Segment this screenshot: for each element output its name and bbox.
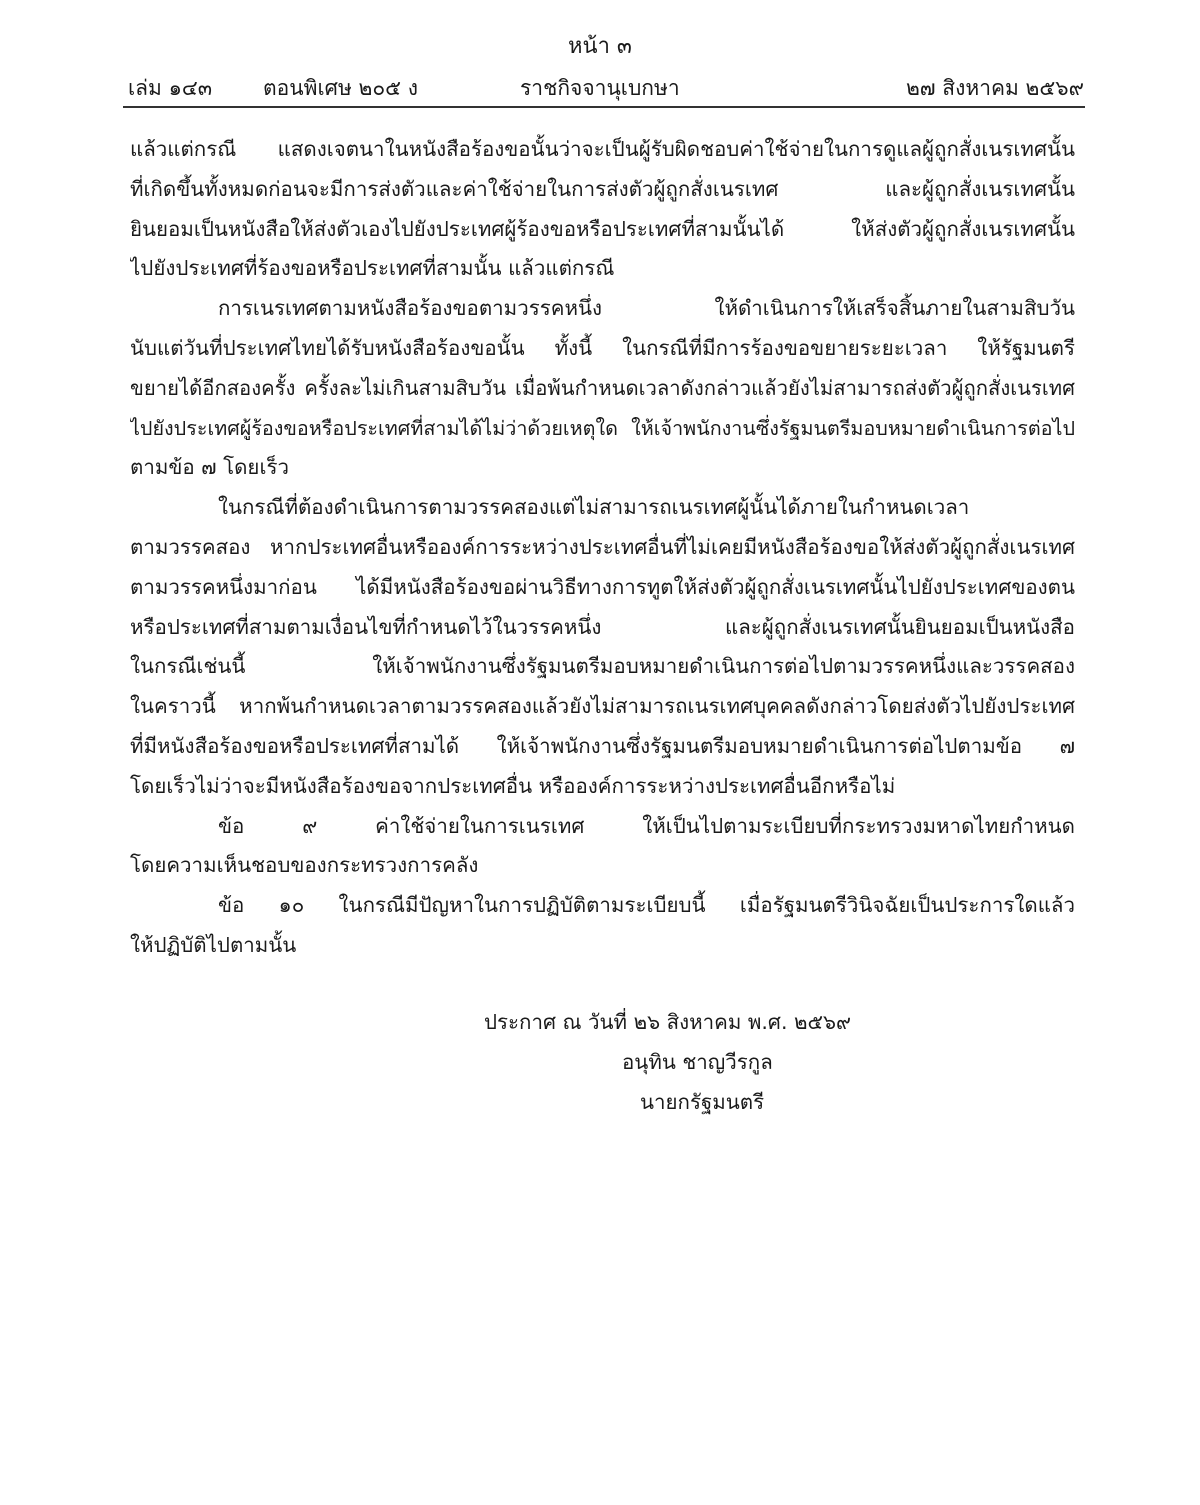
paragraph-first-line: ในกรณีที่ต้องดำเนินการตามวรรคสองแต่ไม่สามารถเนรเทศผู้นั้นได้ภายในกำหนดเวลา xyxy=(218,495,970,520)
text-line: โดยความเห็นชอบของกระทรวงการคลัง xyxy=(130,853,479,878)
text-line: ให้ปฏิบัติไปตามนั้น xyxy=(130,932,297,957)
text-line: ตามวรรคหนึ่งมาก่อน ได้มีหนังสือร้องขอผ่านวิธีทางการทูตให้ส่งตัวผู้ถูกสั่งเนรเทศนั้นไปยังประเทศของตน xyxy=(130,574,1075,599)
announcement-date: ประกาศ ณ วันที่ ๒๖ สิงหาคม พ.ศ. ๒๕๖๙ xyxy=(484,1010,852,1034)
text-line: โดยเร็วไม่ว่าจะมีหนังสือร้องขอจากประเทศอื่น หรือองค์การระหว่างประเทศอื่นอีกหรือไม่ xyxy=(130,773,896,798)
text-line: หรือประเทศที่สามตามเงื่อนไขที่กำหนดไว้ในวรรคหนึ่ง และผู้ถูกสั่งเนรเทศนั้นยินยอมเป็นหนังสือ xyxy=(130,614,1075,639)
page-number: หน้า ๓ xyxy=(568,34,632,59)
header-divider xyxy=(123,106,1085,108)
text-line: ในกรณีเช่นนี้ ให้เจ้าพนักงานซึ่งรัฐมนตรีมอบหมายดำเนินการต่อไปตามวรรคหนึ่งและวรรคสอง xyxy=(130,654,1075,679)
clause-10-first-line: ข้อ ๑๐ ในกรณีมีปัญหาในการปฏิบัติตามระเบียบนี้ เมื่อรัฐมนตรีวินิจฉัยเป็นประการใดแล้ว xyxy=(218,893,1075,918)
paragraph-first-line: การเนรเทศตามหนังสือร้องขอตามวรรคหนึ่ง ให้ดำเนินการให้เสร็จสิ้นภายในสามสิบวัน xyxy=(218,296,1075,321)
text-line: แล้วแต่กรณี แสดงเจตนาในหนังสือร้องขอนั้นว่าจะเป็นผู้รับผิดชอบค่าใช้จ่ายในการดูแลผู้ถูกสั่งเนรเทศนั้น xyxy=(130,137,1075,161)
text-line: ที่มีหนังสือร้องขอหรือประเทศที่สามได้ ให้เจ้าพนักงานซึ่งรัฐมนตรีมอบหมายดำเนินการต่อไปตามข้อ ๗ xyxy=(130,733,1075,758)
text-line: ตามข้อ ๗ โดยเร็ว xyxy=(130,455,289,480)
signature-block xyxy=(484,1002,1004,1122)
publication-date: ๒๗ สิงหาคม ๒๕๖๙ xyxy=(905,76,1084,100)
issue-number: ตอนพิเศษ ๒๐๕ ง xyxy=(263,76,418,100)
clause-9-first-line: ข้อ ๙ ค่าใช้จ่ายในการเนรเทศ ให้เป็นไปตามระเบียบที่กระทรวงมหาดไทยกำหนด xyxy=(218,813,1075,838)
signatory-title: นายกรัฐมนตรี xyxy=(640,1090,765,1114)
text-line: ที่เกิดขึ้นทั้งหมดก่อนจะมีการส่งตัวและค่าใช้จ่ายในการส่งตัวผู้ถูกสั่งเนรเทศ และผู้ถูกสั่งเนรเทศนั้น xyxy=(130,176,1075,201)
text-line: ไปยังประเทศผู้ร้องขอหรือประเทศที่สามได้ไม่ว่าด้วยเหตุใด ให้เจ้าพนักงานซึ่งรัฐมนตรีมอบหมายดำเนินการต่อไป xyxy=(130,416,1075,440)
text-line: ตามวรรคสอง หากประเทศอื่นหรือองค์การระหว่างประเทศอื่นที่ไม่เคยมีหนังสือร้องขอให้ส่งตัวผู้ถูกสั่งเนรเทศ xyxy=(130,534,1075,559)
text-line: ไปยังประเทศที่ร้องขอหรือประเทศที่สามนั้น แล้วแต่กรณี xyxy=(130,256,615,281)
signatory-name: อนุทิน ชาญวีรกูล xyxy=(622,1050,773,1074)
text-line: ยินยอมเป็นหนังสือให้ส่งตัวเองไปยังประเทศผู้ร้องขอหรือประเทศที่สามนั้นได้ ให้ส่งตัวผู้ถูกสั่งเนรเทศนั้น xyxy=(130,216,1075,241)
text-line: ในคราวนี้ หากพ้นกำหนดเวลาตามวรรคสองแล้วยังไม่สามารถเนรเทศบุคคลดังกล่าวโดยส่งตัวไปยังประเทศ xyxy=(130,694,1075,719)
gazette-header xyxy=(128,72,1084,104)
regulation-body xyxy=(130,130,1075,966)
volume-number: เล่ม ๑๔๓ xyxy=(128,76,213,100)
publication-name: ราชกิจจานุเบกษา xyxy=(520,76,680,100)
text-line: นับแต่วันที่ประเทศไทยได้รับหนังสือร้องขอนั้น ทั้งนี้ ในกรณีที่มีการร้องขอขยายระยะเวลา ให้รัฐมนตรี xyxy=(130,335,1075,360)
text-line: ขยายได้อีกสองครั้ง ครั้งละไม่เกินสามสิบวัน เมื่อพ้นกำหนดเวลาดังกล่าวแล้วยังไม่สามารถส่งตัวผู้ถูกสั่งเนรเทศ xyxy=(130,375,1075,400)
